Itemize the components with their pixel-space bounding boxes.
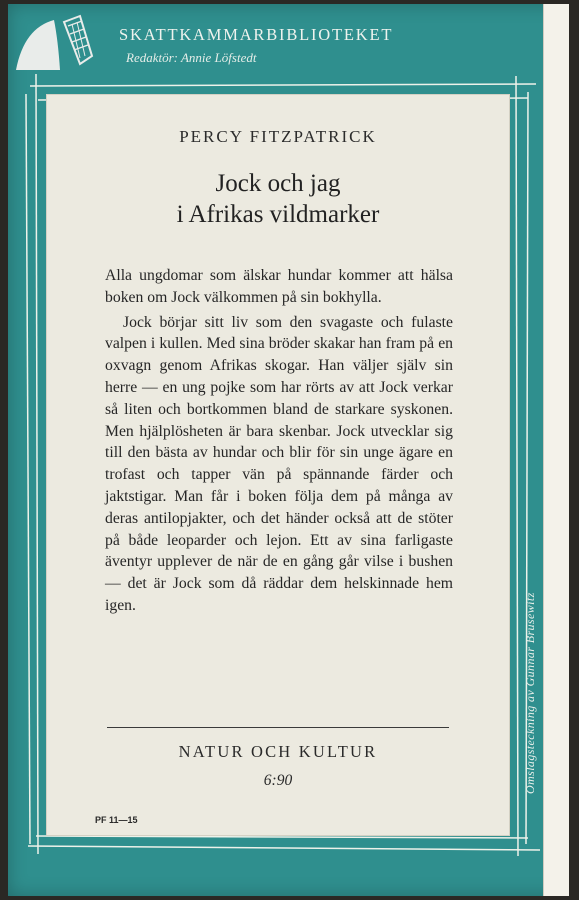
- product-code: PF 11—15: [95, 815, 138, 825]
- blurb-text: [105, 265, 453, 620]
- book-title-line-2: i Afrikas vildmarker: [176, 201, 380, 228]
- price: 6:90: [263, 772, 293, 789]
- cover-illustration-credit: Omslagsteckning av Gunnar Brusewitz: [523, 592, 537, 794]
- divider-rule: [107, 727, 449, 728]
- blurb-paragraph-1: Alla ungdomar som älskar hundar kommer att hälsa boken om Jock välkommen på sin bokhylla.: [105, 267, 453, 306]
- book-title-line-1: Jock och jag: [215, 170, 341, 197]
- publisher-name: NATUR OCH KULTUR: [178, 742, 378, 761]
- author-name: PERCY FITZPATRICK: [179, 127, 377, 146]
- book-title: [47, 168, 509, 230]
- book-back-cover: [8, 4, 568, 896]
- text-panel: [46, 94, 510, 836]
- series-title: SKATTKAMMARBIBLIOTEKET: [119, 25, 394, 44]
- blurb-paragraph-2: Jock börjar sitt liv som den svagaste och fulaste valpen i kullen. Med sina bröder skakar han fram på en oxvagn genom Afrikas skogar. Han väljer själv sin herre — en ung pojke som har rörts av att Jock verkar så liten och bortkommen bland de starkare syskonen. Men hjälplösheten är bara skenbar. Jock utvecklar sig till den bästa av hundar och blir för sin unge ägare en trofast och tapper vän på spännande färder och jaktstigar. Man får i boken följa dem på många av deras antilopjakter, och det händer också att de stöter på både leoparder och lejon. Ett av sina farligaste äventyr upplever de när de en gång går vilse i bushen — det är Jock som då räddar dem helskinnade hem igen.: [105, 313, 453, 614]
- series-editor: Redaktör: Annie Löfstedt: [126, 50, 257, 65]
